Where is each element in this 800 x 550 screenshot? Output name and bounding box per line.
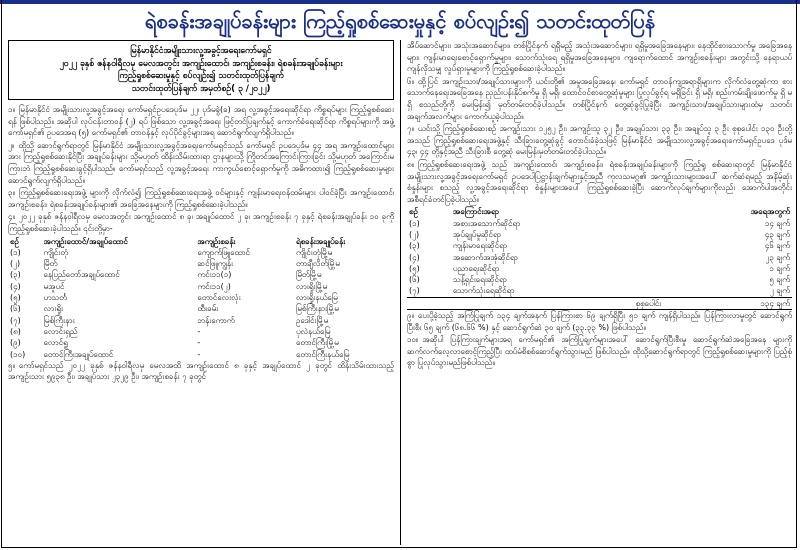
table-cell: ကင်း၁၁(၁) [197,270,232,280]
table-cell: လားရှိုးမြို့မ [295,281,328,291]
table-row [8,326,394,337]
release-subject-2: ကြည့်ရှုစစ်ဆေးမှုနှင့် စပ်လျဉ်း၍ သတင်းထုတ်ပြန်ချက် [118,71,284,81]
table-cell: အုပ်ချုပ်မှုဆိုင်ရာ [452,229,501,239]
paragraph: ၆။ ထို့ပြင် အကျဉ်းသား/အချုပ်သားများကို ယင်းတို့၏ အမှုအခြေအနေ၊ ကော်မရှင် တာဝန်ကျအရာရှိများက လိုက်လံတွေ့ဆုံကာ စားသောက်နေရေးအခြေအနေ ညှည်းပန်းနှိပ်စက်မှု ရှိ မရှိ၊ ထောင်ဝင်စာတွေ့ဆုံမှုများ ပြုလုပ်ခွင့်ရ မရှိခြင်း ရှိ မရှိ၊ စည်းကမ်းချိုးဖောက်မှု ရှိ မရှိ စသည်တို့ကို မေးမြန်း၍ မှတ်တမ်းတင်ခဲ့ပါသည်။ တစ်ပြိုင်နက် တွေ့ဆုံခွင့်ပြုခဲ့ပြီး အကျဉ်းသား/အချုပ်သားများထံမှ သတင်းအချက်အလက်များ ကောက်ယူခဲ့ပါသည်။ [407,76,792,121]
table-row [8,258,394,269]
table-cell: တာချီလိတ်မြို့မ [295,259,340,269]
table-cell: (၁) [409,218,420,228]
table-cell: ကျောက်ဖြူထောင် [197,247,250,257]
table-row [8,315,394,326]
table-cell: - [197,338,201,348]
table-header: စဉ် [10,236,19,246]
table-cell: ဘန်းကောက် [197,315,235,325]
table-cell: လားရှိုး [43,304,63,314]
table-cell: ဟသင်္တ [43,293,67,303]
paragraph: ၄။ ၂၀၂၂ ခုနှစ် ဇန်နဝါရီလမှ မေလအတွင်း အကျဉ်းထောင် ၈ ခု၊ အချုပ်ထောင် ၂ ခု၊ အကျဉ်းစခန်း ၇ ခုနှင့် ရဲစခန်းအချုပ်ခန်း ၁၀ ခုကို ကြည့်ရှုစစ်ဆေးခဲ့ပါသည်။ ၎င်းတို့မှာ- [8,212,394,233]
table-cell: (၆) [10,304,21,314]
table-cell: ကျန်းမာရေးဆိုင်ရာ [452,241,508,251]
table-row [407,285,792,297]
table-cell: - [197,326,201,336]
table-cell: (၈) [10,326,21,336]
release-number: သတင်းထုတ်ပြန်ချက် အမှတ်စဉ်( ၃ /၂၀၂၂) [131,83,271,94]
table-cell: (၉) [10,338,21,348]
table-cell: လောင်းရှည် [43,326,78,336]
table-header-row [407,206,792,217]
paragraph: ၈။ ကြည့်ရှုစစ်ဆေးရေးအဖွဲ့ သည် အကျဉ်းထောင်၊ အကျဉ်းစခန်း၊ ရဲစခန်းအချုပ်ခန်းများကို ကြည့်ရှု စစ်ဆေးရာတွင် မြန်မာနိုင်ငံ အမျိုးသားလူ့အခွင့်အရေးကော်မရှင် ဥပဒေပါပြဋ္ဌာန်းချက်များနှင့်အညီ ကုလသမဂ္ဂ၏ အကျဉ်းသားများအပေါ် ဆက်ဆံရမည့် အနိမ့်ဆုံးစံနှုန်းများ စသည့် လူ့အခွင့်အရေးဆိုင်ရာ စံနှုန်းများအပေါ် ကြည့်ရှုစစ်ဆေးခဲ့ပြီး ဆောက်လုပ်ချက်များကိုလည်း အောက်ပါအတိုင်း အစီရင်ခံတင်ပြခဲ့ပါသည်။ [407,159,792,204]
org-name: မြန်မာနိုင်ငံအမျိုးသားလူ့အခွင့်အရေးကော်မရှင် [130,46,272,56]
left-column [8,40,394,384]
table-cell: မြစ်ကြီးနားမြို့မ [295,304,339,314]
paragraph: ၂။ ထို့သို့ ဆောင်ရွက်ရာတွင် မြန်မာနိုင်ငံ အမျိုးသားလူ့အခွင့်အရေးကော်မရှင်သည် ကော်မရှင် ဥပဒေပုဒ်မ ၄၄ အရ အကျဉ်းထောင်များအား ကြည့်ရှုစစ်ဆေးနိုင်ပြီး အချုပ်ခန်းများ သို့မဟုတ် ထိန်းသိမ်းထားရာ ဌာနများသို့ ကြိုတင်အကြောင်းကြားခြင်း သို့မဟုတ် အကြောင်းမကြားဘဲ ကြည့်ရှုစစ်ဆေးခွင့်ရှိပါသည်။ ကော်မရှင်သည် လူ့အခွင့်အရေး ကာကွယ်စောင့်ရှောက်မှုကို အဓိကထား၍ ကြည့်ရှုစစ်ဆေးမှုများ ဆောင်ရွက်လျက်ရှိပါသည်။ [8,140,394,185]
paragraph: အိပ်ဆောင်များ၊ အသုံးအဆောင်များ၊ တစ်ပြိုင်နက် ရရှိမည့် အသုံးအဆောင်များ၊ ရရှိမှုအခြေအနေများ၊ နေထိုင်စားသောက်မှု အခြေအနေများ၊ ကျန်းမာရေးစောင့်ရှောက်မှုများ၊ သောက်သုံးရေ ရရှိမှုအခြေအနေများ၊ ကျရောက်ထောင် အကျဉ်းစခန်းများ အတွင်းသို့ နေရာယပ်ကျန်လိုသမျှ လှုပ်ရှားမှုများကို ကြည့်ရှုစစ်ဆေးခဲ့ပါသည်။ [407,41,792,74]
table-cell: ဥဒေါင်းမြို့မ [295,315,329,325]
paragraph: ၁၀။ အဆိုပါ ပြန်ကြားချက်များအရ ကော်မရှင်၏ အကြံပြုချက်များအပေါ် ဆောင်ရွက်ပြီးစီးမှု ဆောင်ရွက်ဆဲအခြေအနေ များကို ဆက်လက်လေ့လာစောင့်ကြည့်ပြီး ထပ်မံစိစစ်ဆောင်ရွက်သွားမည် ဖြစ်ပါသည်။ ထိုသို့ဆောင်ရွက်ရာတွင် ကြည့်ရှုစစ်ဆေးမှုများကို ပြည့်စုံစွာ ပြုလုပ်သွားမည်ဖြစ်ပါသည်။ [407,335,792,368]
table-cell: ၄၃ ချက် [764,229,790,239]
table-cell: (၁) [10,247,21,257]
table-cell: (၁၀) [10,349,26,359]
table-cell: တောင်ကြီးမြို့မ [295,338,339,348]
table-cell: ၄၆ ချက် [764,241,790,251]
table-cell: - [197,349,201,359]
table-cell: ထီးခမ်း [197,304,219,314]
table-row [8,292,394,303]
paragraph: ၅။ ကော်မရှင်သည် ၂၀၂၂ ခုနှစ် ဇန်နဝါရီလမှ မေလအထိ အကျဉ်းထောင် ၈ ခုနှင့် အချုပ်ထောင် ၂ ခုတွင် ထိန်းသိမ်းထားသည့် အကျဉ်းသား ၅၉၃၈ ဦး၊ အချုပ်သား ၂၃၂၉ ဦး၊ အကျဉ်းစခန်း ၇ ခုတွင် [8,360,394,382]
table-header: အကြောင်းအရာ [452,207,499,217]
table-header: အကျဉ်းထောင်/အချုပ်ထောင် [43,236,128,246]
table-cell: (၆) [409,275,420,285]
table-cell: တောင်လေးလုံး [197,293,241,303]
table-cell: မြစ်ကြီးနား [43,315,75,325]
table-cell: ကင်း၁၁(၂) [197,281,231,291]
total-value: ၁၃၄ ချက် [663,297,792,309]
table-cell: ၂၃ ချက် [765,252,790,262]
table-cell: လောင်ရှူ [43,338,68,348]
table-cell: အစားအသောက်ဆိုင်ရာ [452,218,521,228]
headline: ရဲစခန်းအချုပ်ခန်းများ ကြည့်ရှုစစ်ဆေးမှုနှင့် စပ်လျဉ်း၍ သတင်းထုတ်ပြန် [144,9,656,33]
table-cell: မအူပင် [43,281,65,291]
table-cell: (၃) [409,241,420,251]
table-row [407,252,792,263]
paragraph: ၉။ ပေးပို့ခဲ့သည့် အကြံပြုချက် ၁၃၄ ချက်အနက် ပြန်ကြားစာ ၆၉ ချက်ရှိပြီး ၅၁ ချက် ကျန်ရှိပါသည်။ ပြန်ကြားလာမှုတွင် ဆောင်ရွက်ပြီးစီး ၆၅ ချက် (၆၈.၆၆ %) နှင့် ဆောင်ရွက်ဆဲ ၃၀ ချက် (၃၃.၃၃ %) ဖြစ်ပါသည်။ [407,310,792,332]
paragraph: ၇။ ယင်းသို့ ကြည့်ရှုစစ်ဆေးစဉ် အကျဉ်းသား ၁၂၅၂ ဦး၊ အကျဉ်းသူ ၃၂ ဦး၊ အချုပ်သား ၃၃ ဦး၊ အချုပ်သူ ၃ ဦး စုစုပေါင်း ၁၃၀ ဦးတို့အသည် ကြည့်ရှုစစ်ဆေးရေးအဖွဲ့နှင့် သီးခြားတွေ့ဆုံခွင့် တောင်းခံခဲ့သဖြင့် မြန်မာနိုင်ငံ အမျိုးသားလူ့အခွင့်အရေးကော်မရှင်ဥပဒေ ပုဒ်မ ၄၃၊ ၄၄ တို့နှင့်အညီ သီးခြားစီ တွေ့ဆုံ မေးမြန်းမှတ်တမ်းတင်ခဲ့ပါသည်။ [407,124,792,157]
recommendations-table [407,206,792,310]
table-row [407,229,792,240]
table-cell: တောင်ကြီးအချုပ်ထောင် [43,349,114,359]
table-cell: အဆောက်အအုံဆိုင်ရာ [452,252,518,262]
table-row [8,337,394,348]
table-row [407,263,792,274]
table-total-row [407,297,792,309]
release-subject-1: ၂၀၂၂ ခုနှစ် ဇန်နဝါရီလမှ မေလအတွင်း အကျဉ်းထောင်၊ အကျဉ်းစခန်း၊ ရဲစခန်းအချုပ်ခန်းများ [59,58,343,69]
table-cell: တောင်ကြီးနယ်မြေ [295,349,350,359]
table-cell: ၁၄ ချက် [764,218,790,228]
table-cell: (၂) [409,229,420,239]
table-cell: သောက်သုံးရေဆိုင်ရာ [452,286,515,296]
table-row [407,240,792,251]
paragraph: ၃။ ကြည့်ရှုစစ်ဆေးရေးအဖွဲ့ များကို လိုက်လံ၍ ကြည့်ရှုစစ်ဆေးရေးအဖွဲ့ ဝင်များနှင့် ကျန်းမာရေးဝန်ထမ်းများ ပါဝင်ခဲ့ပြီး အကျဉ်းထောင်၊ အကျဉ်းစခန်း၊ ရဲစခန်းအချုပ်ခန်းများ၏ အခြေအနေများကို ကြည့်ရှုစစ်ဆေးခဲ့ပါသည်။ [8,188,394,209]
paragraph: ၁။ မြန်မာနိုင်ငံ အမျိုးသားလူ့အခွင့်အရေး ကော်မရှင်ဥပဒေပုဒ်မ ၂၂၊ ပုဒ်မခွဲ(ခ) အရ လူ့အခွင့်အရေးဆိုင်ရာ ကိစ္စရပ်များ ကြည့်ရှုစစ်ဆေးရန် ဖြစ်ပါသည်။ အဆိုပါ လုပ်ငန်းတာဝန် (၂) ရပ် ဖြစ်သော လူ့အခွင့်အရေး ဖြင့်တင်ပြချက်နှင့် ကောက်ခံရေးဆိုင်ရာ ကိစ္စရပ်များကို အဖွဲ့ ကော်မရှင်၏ ဥပဒေအရ (၅) ကော်မရှင်၏ တာဝန်နှင့် လုပ်ပိုင်ခွင့်များအရ ဆောင်ရွက်လျက်ရှိပါသည်။ [8,105,394,138]
table-cell: (၄) [409,252,420,262]
table-cell: (၅) [10,293,21,303]
table-cell: (၅) [409,263,420,273]
table-row [8,247,394,258]
table-cell: နေပြည်တော်အချုပ်ထောင် [43,270,120,280]
table-cell: (၃) [10,270,21,280]
table-cell: (၄) [10,281,21,291]
table-row [8,269,394,280]
table-row [8,349,394,360]
table-cell: မြိတ်မြို့မ [295,270,322,280]
table-cell: ၁ ချက် [769,263,790,273]
press-release-header-box [8,40,394,100]
table-cell: ပညာရေးဆိုင်ရာ [452,263,500,273]
table-cell: ကျိုင်းတုံ [43,247,69,257]
table-cell: ၅ ချက် [769,275,790,285]
right-column [407,40,792,370]
table-cell: ၂ ချက် [769,286,790,296]
table-row [8,303,394,314]
table-cell: ဆင်ဖြူကျွန်း [197,259,234,269]
table-cell: သန့်ရှင်းရေးဆိုင်ရာ [452,275,507,285]
table-cell: လားရှိုးနယ်မြေ [295,293,338,303]
table-cell: ကျိုင်းတုံမြို့မ [295,247,333,257]
table-row [407,274,792,285]
total-label: စုစုပေါင်း [451,297,664,309]
facilities-table [8,236,394,360]
column-divider [400,40,401,545]
table-header: အကျဉ်းစခန်း [197,236,236,246]
table-header: အရေအတွက် [750,207,790,217]
table-cell: (၇) [409,286,420,296]
table-header-row [8,236,394,247]
table-row [8,281,394,292]
table-cell: (၂) [10,259,21,269]
table-cell: ပုလဲနယ်မြေ [295,326,331,336]
table-row [407,218,792,229]
table-header: ရဲစခန်းအချုပ်ခန်း [295,236,346,246]
table-header: စဉ် [409,207,418,217]
table-cell: မြိတ် [43,259,58,269]
table-cell: (၇) [10,315,21,325]
